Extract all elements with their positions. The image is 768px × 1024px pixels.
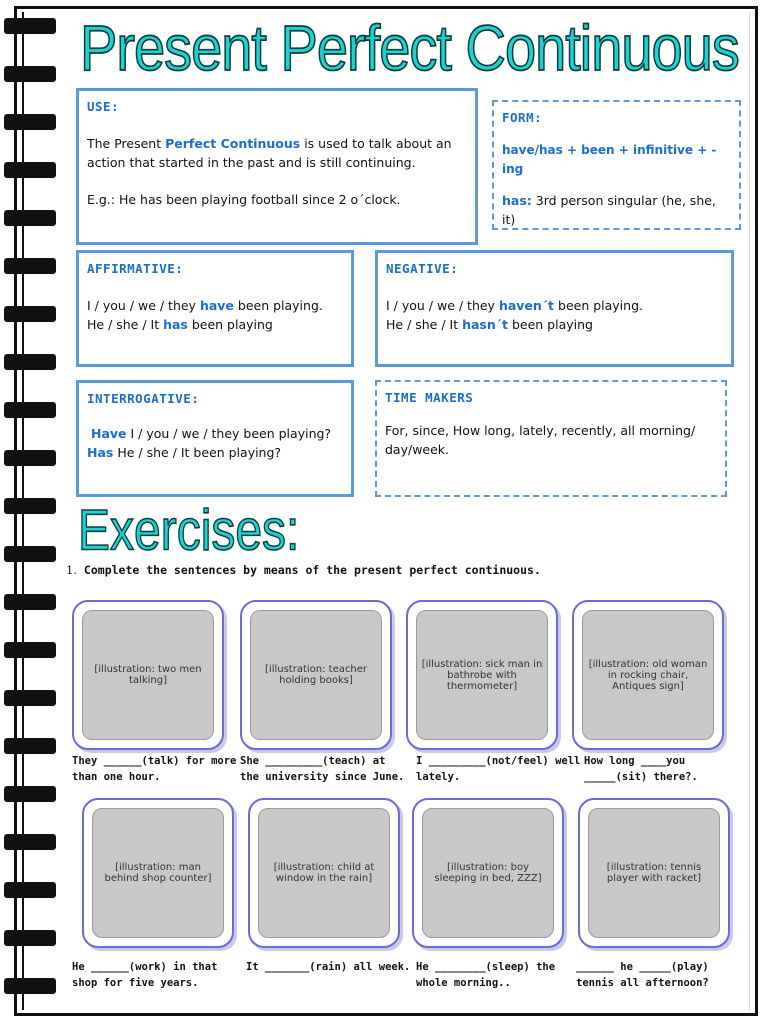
interrogative-line: Has He / she / It been playing?: [87, 445, 282, 460]
exercise-instruction: 1. Complete the sentences by means of the present perfect continuous.: [66, 563, 541, 577]
illustration-rain-window: [illustration: child at window in the rain]: [258, 808, 390, 938]
illustration-card: [248, 798, 400, 948]
illustration-old-woman: [illustration: old woman in rocking chair, Antiques sign]: [582, 610, 714, 740]
exercise-sentence: He ______(work) in that shop for five years.: [72, 961, 218, 989]
negative-box: [375, 250, 734, 367]
affirmative-box: [76, 250, 354, 367]
use-box: [76, 88, 478, 245]
form-has-note: has: 3rd person singular (he, she, it): [502, 193, 716, 227]
form-formula: have/has + been + infinitive + -ing: [502, 143, 717, 176]
illustration-card: [240, 600, 392, 750]
exercise-sentence: I _________(not/feel) well lately.: [416, 755, 581, 783]
exercise-sentence: They ______(talk) for more than one hour.: [72, 755, 237, 783]
negative-heading: NEGATIVE:: [386, 261, 459, 276]
illustration-sick-man: [illustration: sick man in bathrobe with thermometer]: [416, 610, 548, 740]
use-example: E.g.: He has been playing football since 2 o´clock.: [87, 192, 401, 207]
affirmative-heading: AFFIRMATIVE:: [87, 261, 184, 276]
exercise-sentence: He ________(sleep) the whole morning..: [416, 961, 556, 989]
time-makers-heading: TIME MAKERS: [385, 390, 474, 405]
affirmative-line: I / you / we / they have been playing.: [87, 298, 323, 313]
use-heading: USE:: [87, 99, 120, 114]
illustration-card: [72, 600, 224, 750]
illustration-card: [412, 798, 564, 948]
highlight-term: Perfect Continuous: [165, 136, 301, 151]
negative-line: I / you / we / they haven´t been playing.: [386, 298, 643, 313]
time-makers-text: For, since, How long, lately, recently, all morning/ day/week.: [385, 423, 696, 457]
exercise-sentence: ______ he _____(play) tennis all afternoon?: [576, 961, 709, 989]
affirmative-line: He / she / It has been playing: [87, 317, 273, 332]
illustration-tennis-player: [illustration: tennis player with racket]: [588, 808, 720, 938]
illustration-shopkeeper: [illustration: man behind shop counter]: [92, 808, 224, 938]
exercises-title: Exercises:: [78, 499, 300, 563]
exercise-sentence: It _______(rain) all week.: [246, 961, 411, 973]
exercise-sentence: How long ____you _____(sit) there?.: [584, 755, 698, 783]
illustration-talking-men: [illustration: two men talking]: [82, 610, 214, 740]
form-box: [492, 100, 741, 230]
time-makers-box: [375, 380, 727, 497]
illustration-card: [406, 600, 558, 750]
illustration-card: [572, 600, 724, 750]
exercise-sentence: She _________(teach) at the university since June.: [240, 755, 405, 783]
form-heading: FORM:: [502, 110, 543, 125]
page-title: Present Perfect Continuous: [80, 11, 739, 84]
illustration-card: [578, 798, 730, 948]
illustration-card: [82, 798, 234, 948]
negative-line: He / she / It hasn´t been playing: [386, 317, 593, 332]
interrogative-box: [76, 380, 354, 497]
illustration-teacher: [illustration: teacher holding books]: [250, 610, 382, 740]
interrogative-line: Have I / you / we / they been playing?: [90, 426, 332, 441]
use-text: The Present Perfect Continuous is used to talk about an action that started in the past and is still continuing.: [87, 136, 452, 170]
illustration-sleeping-boy: [illustration: boy sleeping in bed, ZZZ]: [422, 808, 554, 938]
interrogative-heading: INTERROGATIVE:: [87, 391, 200, 406]
